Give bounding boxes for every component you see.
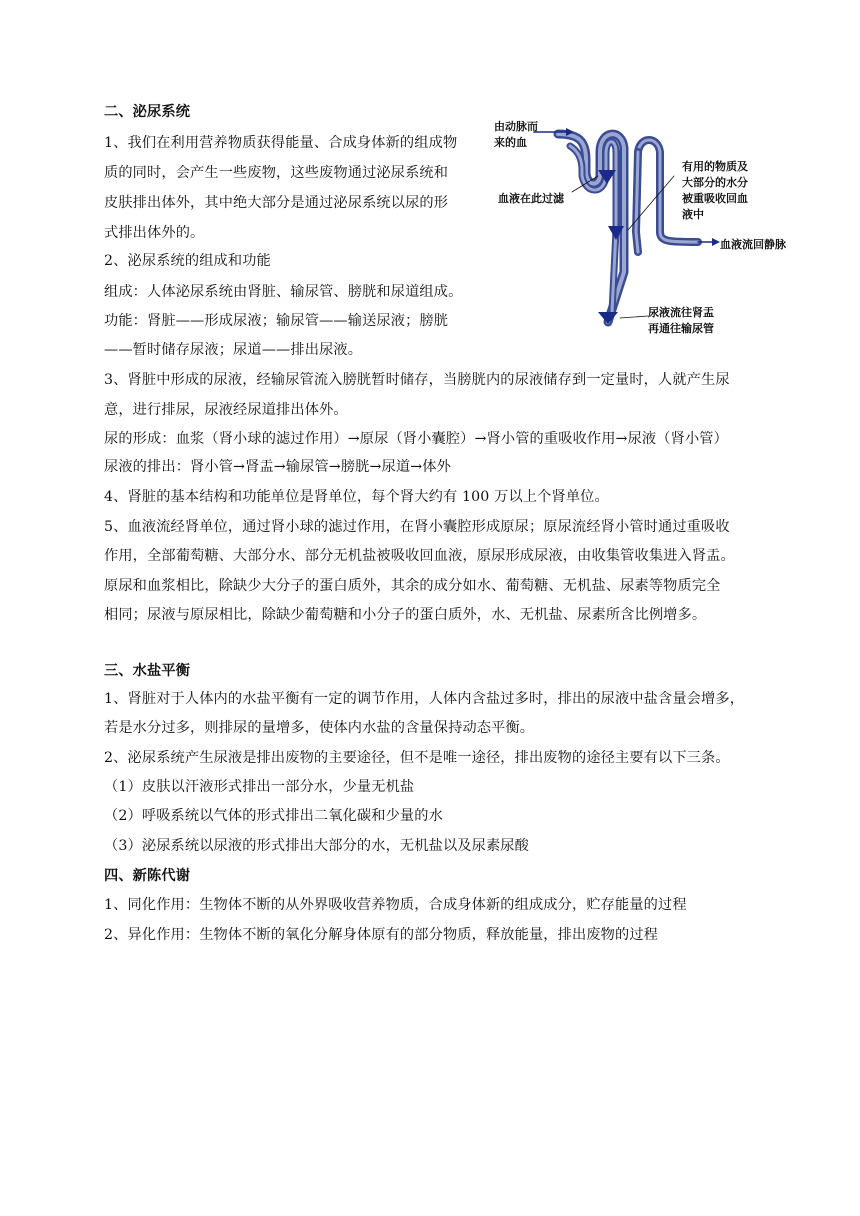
urine-excretion-line: 尿液的排出：肾小管→肾盂→输尿管→膀胱→尿道→体外 — [104, 459, 451, 475]
paragraph-line: 2、泌尿系统产生尿液是排出废物的主要途径，但不是唯一途径，排出废物的途径主要有以下三条。 — [104, 750, 730, 766]
label-artery-line1: 由动脉而 — [494, 120, 538, 133]
paragraph-line: 意，进行排尿，尿液经尿道排出体外。 — [104, 402, 348, 418]
label-pelvis-line1: 尿液流往肾盂 — [648, 306, 714, 319]
label-vein: 血液流回静脉 — [720, 238, 786, 251]
list-item: （1）皮肤以汗液形式排出一部分水，少量无机盐 — [104, 779, 415, 795]
paragraph-line: 式排出体外的。 — [104, 225, 205, 241]
pelvis-leader-line — [620, 316, 648, 318]
section-heading-metabolism: 四、新陈代谢 — [104, 868, 191, 884]
paragraph-line: 功能：肾脏——形成尿液；输尿管——输送尿液；膀胱 — [104, 313, 449, 329]
label-pelvis-line2: 再通往输尿管 — [648, 322, 714, 335]
nephron-tubes — [558, 134, 698, 322]
paragraph-line: 4、肾脏的基本结构和功能单位是肾单位，每个肾大约有 100 万以上个肾单位。 — [104, 489, 609, 505]
label-reabsorb-line4: 液中 — [682, 208, 704, 221]
section-heading-urinary: 二、泌尿系统 — [104, 104, 191, 120]
paragraph-line: 1、同化作用：生物体不断的从外界吸收营养物质，合成身体新的组成成分，贮存能量的过程 — [104, 897, 687, 913]
list-item: （3）泌尿系统以尿液的形式排出大部分的水，无机盐以及尿素尿酸 — [104, 838, 529, 854]
paragraph-line: 组成：人体泌尿系统由肾脏、输尿管、膀胱和尿道组成。 — [104, 284, 463, 300]
list-item: （2）呼吸系统以气体的形式排出二氧化碳和少量的水 — [104, 808, 443, 824]
paragraph-line: 2、泌尿系统的组成和功能 — [104, 253, 271, 269]
label-filter: 血液在此过滤 — [498, 192, 564, 205]
paragraph-line: 皮肤排出体外，其中绝大部分是通过泌尿系统以尿的形 — [104, 195, 449, 211]
paragraph-line: 3、肾脏中形成的尿液，经输尿管流入膀胱暂时储存，当膀胱内的尿液储存到一定量时，人就产生尿 — [104, 372, 730, 388]
label-reabsorb-line1: 有用的物质及 — [682, 160, 748, 173]
nephron-diagram — [488, 112, 800, 342]
peritubular-vessel-fill — [638, 140, 698, 242]
vein-arrow-head — [712, 238, 720, 246]
nephron-diagram-svg — [488, 112, 800, 342]
urine-formation-line: 尿的形成：血浆（肾小球的滤过作用）→原尿（肾小囊腔）→肾小管的重吸收作用→尿液（肾小管） — [104, 431, 728, 447]
paragraph-line: 作用，全部葡萄糖、大部分水、部分无机盐被吸收回血液，原尿形成尿液，由收集管收集进入肾盂。 — [104, 548, 735, 564]
section-heading-water-salt: 三、水盐平衡 — [104, 663, 191, 679]
paragraph-line: 若是水分过多，则排尿的量增多，使体内水盐的含量保持动态平衡。 — [104, 720, 535, 736]
label-reabsorb-line3: 被重吸收回血 — [682, 192, 748, 205]
peritubular-vessel-outline — [638, 140, 698, 242]
pelvis-marker — [598, 312, 618, 324]
paragraph-line: 1、我们在利用营养物质获得能量、合成身体新的组成物 — [104, 135, 458, 151]
paragraph-line: ——暂时储存尿液；尿道——排出尿液。 — [104, 342, 363, 358]
paragraph-line: 2、异化作用：生物体不断的氧化分解身体原有的部分物质，释放能量，排出废物的过程 — [104, 927, 659, 943]
paragraph-line: 原尿和血浆相比，除缺少大分子的蛋白质外，其余的成分如水、葡萄糖、无机盐、尿素等物质完全 — [104, 578, 721, 594]
paragraph-line: 1、肾脏对于人体内的水盐平衡有一定的调节作用，人体内含盐过多时，排出的尿液中盐含量会增多， — [104, 691, 745, 707]
loop-fill — [636, 152, 638, 252]
paragraph-line: 5、血液流经肾单位，通过肾小球的滤过作用，在肾小囊腔形成原尿；原尿流经肾小管时通过重吸收 — [104, 519, 730, 535]
paragraph-line: 质的同时，会产生一些废物，这些废物通过泌尿系统和 — [104, 165, 449, 181]
paragraph-line: 相同；尿液与原尿相比，除缺少葡萄糖和小分子的蛋白质外，水、无机盐、尿素所含比例增多。 — [104, 607, 707, 623]
label-reabsorb-line2: 大部分的水分 — [682, 176, 748, 189]
label-artery-line2: 来的血 — [494, 136, 527, 149]
